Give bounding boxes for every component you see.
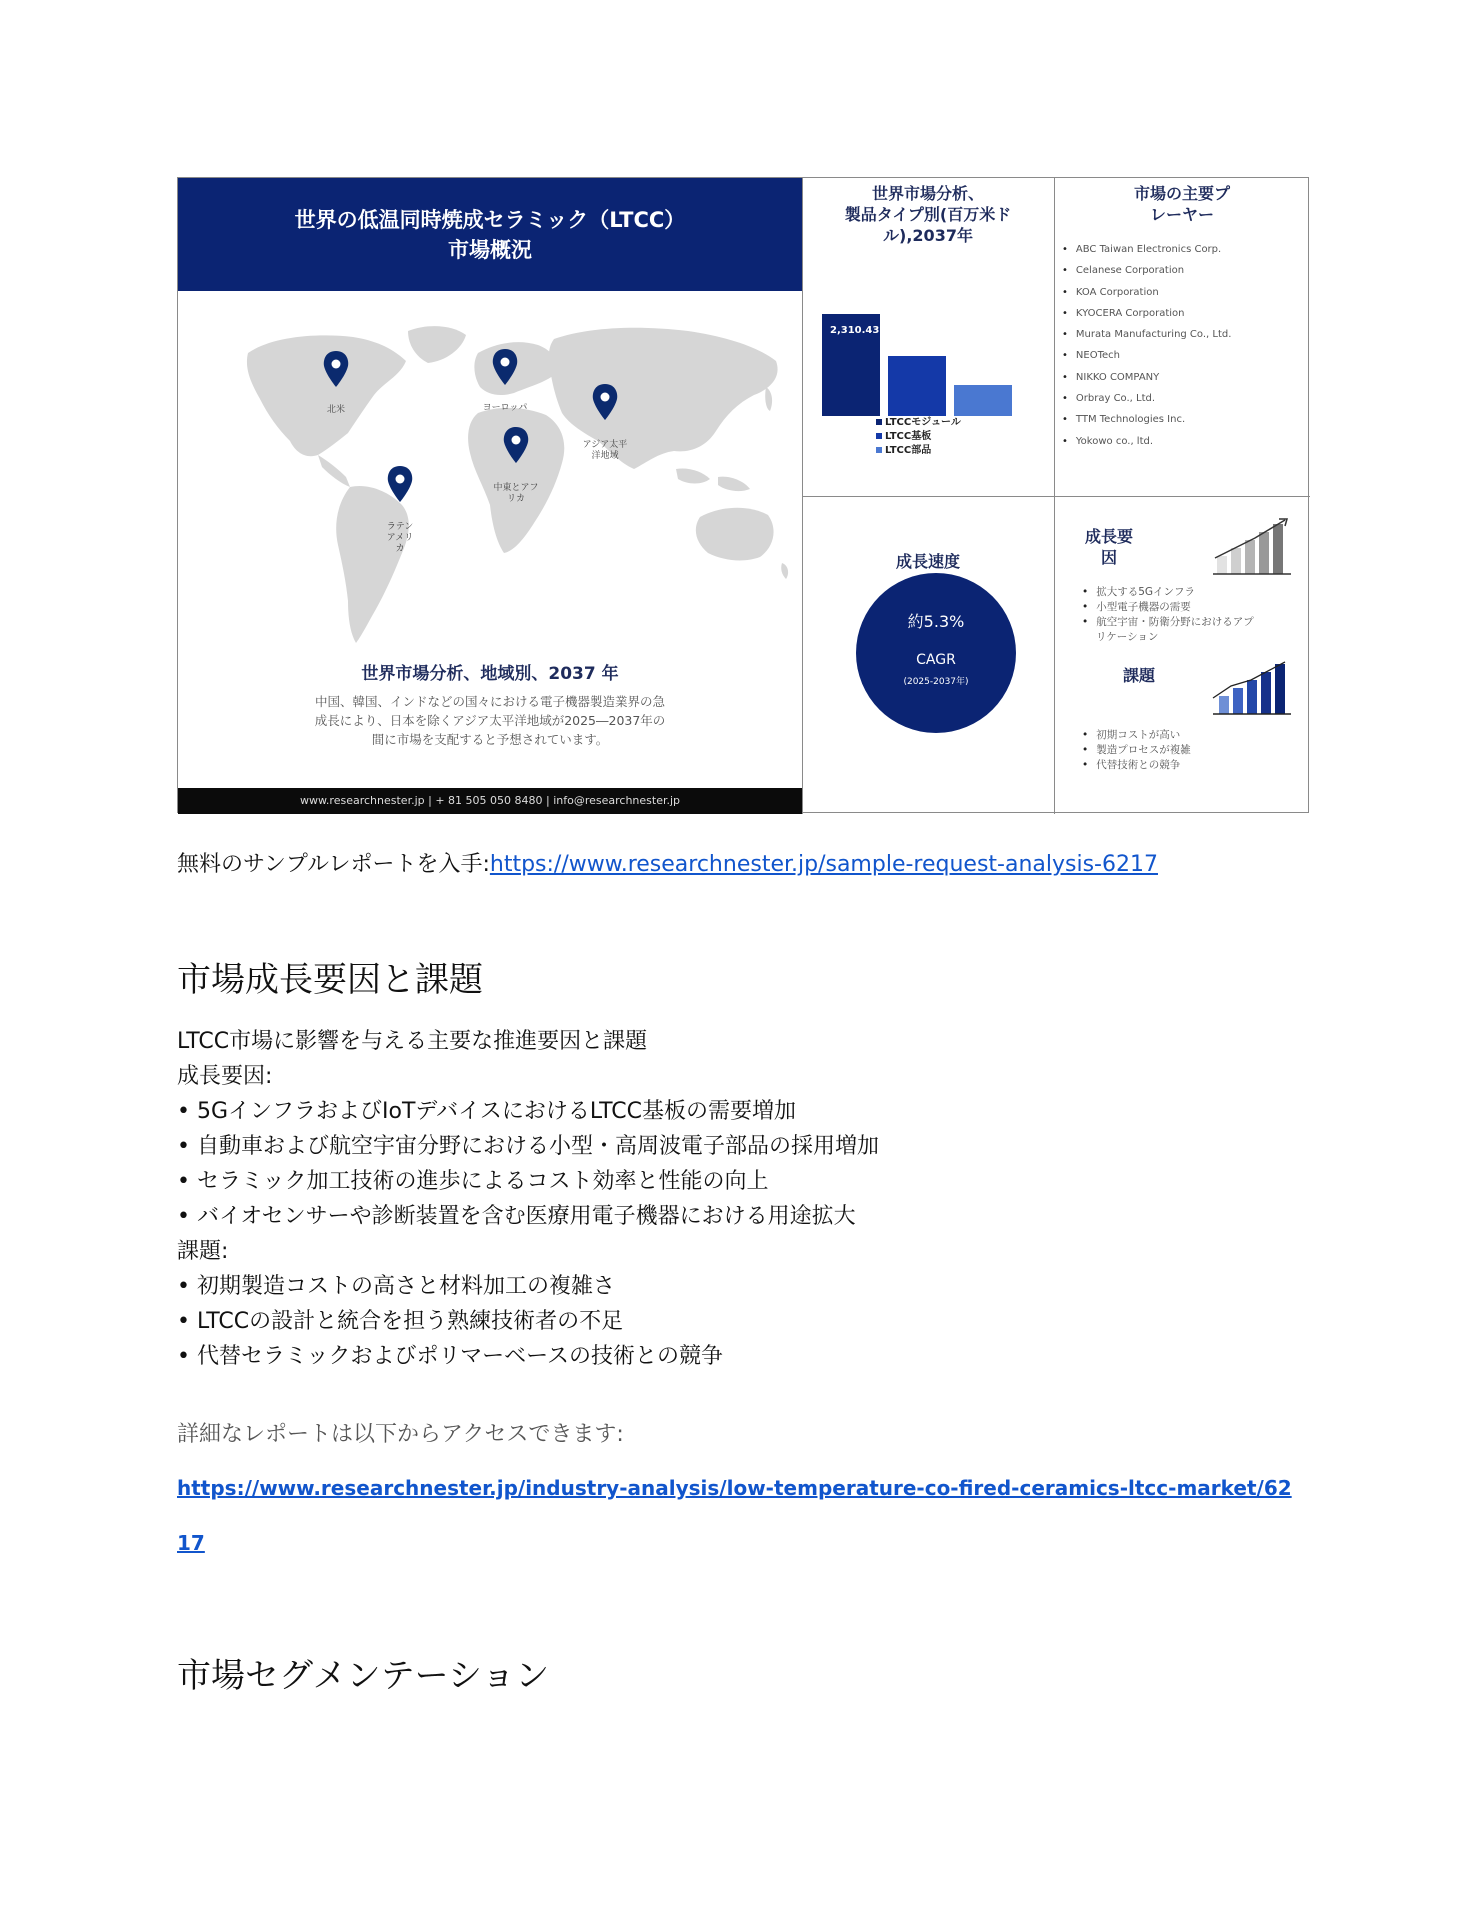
header-title-line1: 世界の低温同時焼成セラミック（LTCC） [294,207,686,232]
world-map-panel [178,291,802,814]
drivers-title [1074,526,1144,568]
report-link-line2[interactable]: 17 [177,1531,205,1555]
player-item-text: Murata Manufacturing Co., Ltd. [1075,329,1232,341]
region-label-mea [486,483,546,505]
product-bar-chart [818,306,1018,416]
chart-title-line: 製品タイプ別(百万米ド [844,205,1012,224]
legend-label: LTCC基板 [885,431,932,442]
region-label-latam [380,522,420,555]
region-label-line: 洋地域 [591,451,619,461]
player-item [1062,282,1231,303]
legend-swatch [876,447,882,453]
report-link-continued[interactable] [177,1531,205,1555]
player-item [1062,409,1231,430]
body-line: • 代替セラミックおよびポリマーベースの技術との競争 [177,1344,723,1369]
infographic-header [178,178,802,291]
legend-item [876,444,961,458]
region-label-north-america: 北米 [326,405,345,415]
cagr-label: CAGR [916,652,956,668]
region-label-line: アメリ [386,533,414,543]
map-title: 世界市場分析、地域別、2037 年 [361,664,619,684]
growth-factors-text [177,1024,879,1374]
drivers-title-line: 因 [1100,548,1117,567]
sample-request-line [177,847,1158,878]
key-players-list [1062,239,1231,452]
player-item [1062,260,1231,281]
cagr-circle [856,573,1016,733]
driver-item-text: • 拡大する5Gインフラ [1096,586,1196,598]
player-item [1062,431,1231,452]
players-title-line: 市場の主要プ [1133,184,1230,203]
challenge-item-text: • 代替技術との競争 [1096,759,1181,771]
cagr-period: (2025-2037年) [903,677,969,687]
body-line: • 自動車および航空宇宙分野における小型・高周波電子部品の採用増加 [177,1134,879,1159]
map-description-line: 成長により、日本を除くアジア太平洋地域が2025―2037年の [314,713,666,728]
legend-swatch [876,433,882,439]
chart-legend [876,416,961,458]
driver-item [1082,600,1302,615]
product-chart-title [802,183,1054,246]
body-line: • 初期製造コストの高さと材料加工の複雑さ [177,1274,615,1299]
drivers-list [1082,585,1302,645]
access-text: 詳細なレポートは以下からアクセスできます: [177,1422,624,1447]
driver-item [1082,615,1302,630]
region-label-line: カ [395,544,405,554]
infographic [177,177,1309,813]
bar-data-label: 2,310.43 [830,325,880,336]
driver-item-text: リケーション [1096,631,1159,643]
infographic-footer: www.researchnester.jp | + 81 505 050 8480 | info@researchnester.jp [178,788,802,814]
bar-2 [888,356,946,416]
player-item-text: Celanese Corporation [1075,265,1185,277]
player-item-text: ABC Taiwan Electronics Corp. [1075,244,1222,255]
key-players-title [1054,183,1310,225]
region-label-line: ラテン [386,522,414,532]
drivers-title-line: 成長要 [1084,527,1133,546]
player-item [1062,303,1231,324]
divider [802,496,1310,497]
player-item-text: TTM Technologies Inc. [1075,414,1186,426]
sample-request-text: 無料のサンプルレポートを入手: [177,852,490,877]
player-item [1062,345,1231,366]
player-item-text: Orbray Co., Ltd. [1075,393,1156,405]
body-line: • LTCCの設計と統合を担う熟練技術者の不足 [177,1309,624,1334]
growth-rate-title: 成長速度 [895,552,960,571]
map-description [268,692,712,749]
driver-item-text: • 航空宇宙・防衛分野におけるアプ [1096,616,1254,628]
challenges-title: 課題 [1122,666,1155,685]
map-description-line: 中国、韓国、インドなどの国々における電子機器製造業界の急 [314,694,665,709]
sample-request-link[interactable]: https://www.researchnester.jp/sample-request-analysis-6217 [489,852,1158,877]
legend-label: LTCCモジュール [885,417,961,428]
driver-item [1082,585,1302,600]
challenge-item [1082,758,1282,773]
player-item-text: NEOTech [1075,350,1120,362]
player-item [1062,324,1231,345]
region-label-europe: ヨーロッパ [482,403,528,413]
players-title-line: レーヤー [1149,205,1214,224]
body-line: • セラミック加工技術の進歩によるコスト効率と性能の向上 [177,1169,769,1194]
body-line: • バイオセンサーや診断装置を含む医療用電子機器における用途拡大 [177,1204,856,1229]
chart-title-line: ル),2037年 [883,226,973,245]
body-line: 成長要因: [177,1064,273,1089]
legend-label: LTCC部品 [885,445,932,456]
header-title-line2: 市場概況 [448,237,532,262]
challenges-list [1082,728,1282,773]
region-label-asia-pacific [575,440,635,462]
player-item [1062,239,1231,260]
chart-title-line: 世界市場分析、 [871,184,984,203]
body-line: LTCC市場に影響を与える主要な推進要因と課題 [177,1029,648,1054]
legend-swatch [876,419,882,425]
section-heading-segmentation: 市場セグメンテーション [177,1656,550,1696]
legend-item [876,416,961,430]
cagr-value: 約5.3% [907,612,965,631]
player-item [1062,388,1231,409]
challenge-item [1082,743,1282,758]
section-heading-growth: 市場成長要因と課題 [177,960,483,1000]
map-description-line: 間に市場を支配すると予想されています。 [371,732,609,747]
bar-3 [954,385,1012,416]
region-label-line: アジア太平 [582,440,628,450]
player-item-text: KOA Corporation [1075,286,1159,298]
report-link[interactable] [177,1476,1292,1500]
report-link-line1[interactable]: https://www.researchnester.jp/industry-analysis/low-temperature-co-fired-ceramics-ltcc-market/62 [177,1476,1292,1500]
legend-item [876,430,961,444]
challenge-item-text: • 初期コストが高い [1096,729,1181,741]
player-item [1062,367,1231,388]
challenge-bars-icon [1211,658,1293,718]
driver-item-text: • 小型電子機器の需要 [1096,601,1191,613]
player-item-text: NIKKO COMPANY [1075,371,1160,383]
player-item-text: KYOCERA Corporation [1075,307,1185,319]
challenge-item-text: • 製造プロセスが複雑 [1096,744,1191,756]
body-line: • 5GインフラおよびIoTデバイスにおけるLTCC基板の需要増加 [177,1099,796,1124]
player-item-text: Yokowo co., ltd. [1075,435,1154,447]
driver-item [1082,630,1302,645]
region-label-line: リカ [507,494,525,504]
challenge-item [1082,728,1282,743]
body-line: 課題: [177,1239,229,1264]
growth-bars-icon [1211,516,1293,578]
region-label-line: 中東とアフ [493,483,539,493]
